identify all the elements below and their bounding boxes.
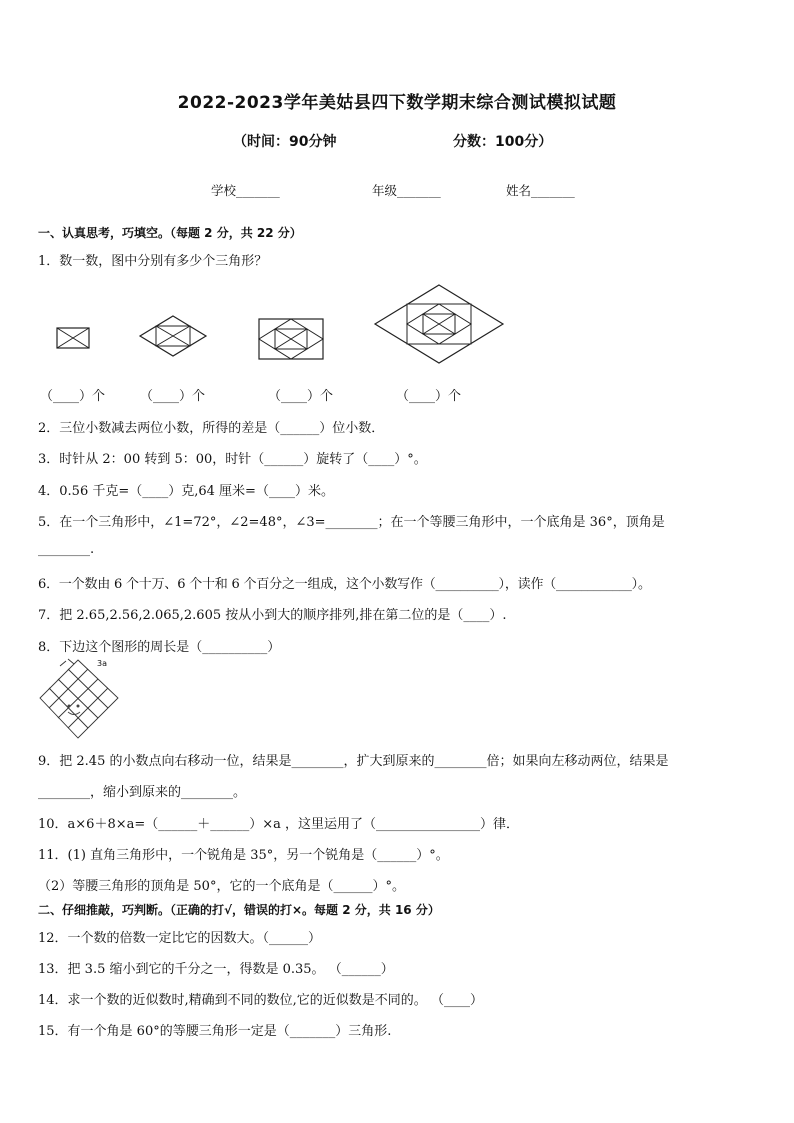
question-7: 7．把 2.65,2.56,2.065,2.605 按从小到大的顺序排列,排在第二位的是（____）. xyxy=(38,608,507,623)
question-1: 1．数一数，图中分别有多少个三角形？ xyxy=(38,254,268,269)
question-4: 4．0.56 千克=（____）克,64 厘米=（____）米。 xyxy=(38,484,334,499)
question-6: 6．一个数由 6 个十万、6 个十和 6 个百分之一组成，这个小数写作（__________），读作（____________）。 xyxy=(38,577,651,592)
q1-answer-3[interactable]: （____）个 xyxy=(268,389,334,404)
question-12: 12．一个数的倍数一定比它的因数大。（______） xyxy=(38,931,322,946)
page-title: 2022-2023学年美姑县四下数学期末综合测试模拟试题 xyxy=(177,93,617,113)
question-11-part-2: （2）等腰三角形的顶角是 50°，它的一个底角是（______）°。 xyxy=(38,879,405,894)
question-8: 8．下边这个图形的周长是（__________） xyxy=(38,640,281,655)
q1-answer-2[interactable]: （____）个 xyxy=(140,389,206,404)
section-2-heading: 二、仔细推敲，巧判断。（正确的打√，错误的打×。每题 2 分，共 16 分） xyxy=(38,903,440,917)
school-field: 学校_______ xyxy=(211,183,280,198)
section-1-heading: 一、认真思考，巧填空。（每题 2 分，共 22 分） xyxy=(38,226,302,240)
figure-rhombus-rect xyxy=(139,315,207,357)
q1-answer-1[interactable]: （____）个 xyxy=(40,389,106,404)
time-info: （时间：90分钟 xyxy=(233,134,337,150)
question-14: 14．求一个数的近似数时,精确到不同的数位,它的近似数是不同的。 （____） xyxy=(38,993,483,1008)
score-info: 分数：100分） xyxy=(453,134,553,150)
q1-answer-4[interactable]: （____）个 xyxy=(396,389,462,404)
figure-rect-x xyxy=(56,327,90,349)
staircase-grid-figure xyxy=(38,658,120,740)
question-10: 10．a×6＋8×a=（______＋______）×a ，这里运用了（________________）律． xyxy=(38,817,520,832)
question-9-continued: ________，缩小到原来的________。 xyxy=(38,785,247,800)
question-5-continued: ________. xyxy=(38,542,95,557)
question-3: 3．时针从 2：00 转到 5：00，时针（______）旋转了（____）°。 xyxy=(38,452,427,467)
question-5: 5．在一个三角形中，∠1=72°，∠2=48°，∠3=________；在一个等腰三角形中，一个底角是 36°，顶角是 xyxy=(38,515,665,530)
question-9: 9．把 2.45 的小数点向右移动一位，结果是________，扩大到原来的________倍；如果向左移动两位，结果是 xyxy=(38,754,669,769)
figure-nested-shapes xyxy=(374,284,504,364)
name-field: 姓名_______ xyxy=(506,183,575,198)
question-15: 15．有一个角是 60°的等腰三角形一定是（_______）三角形. xyxy=(38,1024,392,1039)
question-11-part-1: 11．(1) 直角三角形中，一个锐角是 35°，另一个锐角是（______）°。 xyxy=(38,848,449,863)
grade-field: 年级_______ xyxy=(372,183,441,198)
figure-rect-rhombus-rect xyxy=(258,318,324,360)
side-length-label: 3a xyxy=(97,659,107,668)
question-2: 2．三位小数减去两位小数，所得的差是（______）位小数． xyxy=(38,421,385,436)
question-13: 13．把 3.5 缩小到它的千分之一，得数是 0.35。 （______） xyxy=(38,962,394,977)
